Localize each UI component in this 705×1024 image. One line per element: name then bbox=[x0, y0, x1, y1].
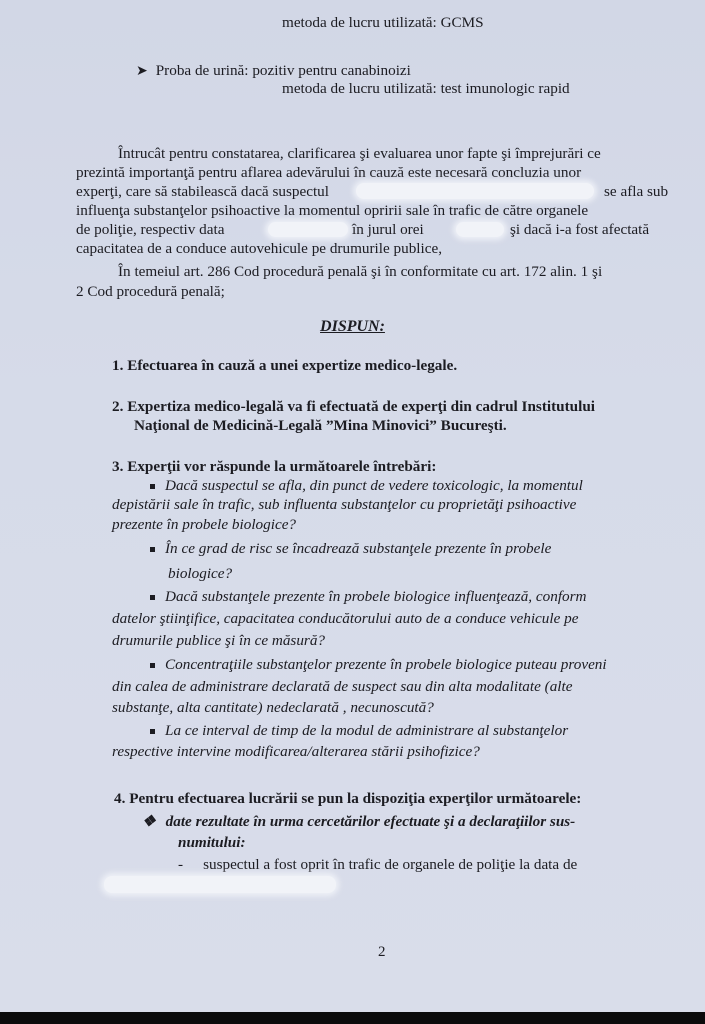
redaction-time bbox=[456, 222, 504, 237]
method-gcms-line: metoda de lucru utilizată: GCMS bbox=[282, 14, 484, 31]
section-4-dash-line: - suspectul a fost oprit în trafic de organele de poliţie la data de bbox=[178, 856, 578, 873]
question-4-line-3: substanţe, alta cantitate) nedeclarată , necunoscută? bbox=[112, 699, 434, 716]
method-rapid-line: metoda de lucru utilizată: test imunologic rapid bbox=[282, 80, 570, 97]
section-4-title: 4. Pentru efectuarea lucrării se pun la dispoziţia experţilor următoarele: bbox=[114, 790, 582, 807]
question-4-line-1: Concentraţiile substanţelor prezente în probele biologice puteau proveni bbox=[150, 656, 607, 674]
intro-line-5c: şi dacă i-a fost afectată bbox=[510, 221, 650, 238]
intro-line-6: capacitatea de a conduce autovehicule pe drumurile publice, bbox=[76, 240, 443, 257]
square-bullet-icon bbox=[150, 595, 155, 600]
dispun-heading: DISPUN: bbox=[320, 318, 385, 335]
question-2-line-2: biologice? bbox=[168, 565, 233, 582]
item-2-line-1: 2. Expertiza medico-legală va fi efectuată de experţi din cadrul Institutului bbox=[112, 398, 595, 415]
question-1-line-3: prezente în probele biologice? bbox=[112, 516, 297, 533]
question-1-line-2: depistării sale în trafic, sub influenta substanţelor cu proprietăţi psihoactive bbox=[112, 496, 577, 513]
question-3-line-3: drumurile publice şi în ce măsură? bbox=[112, 632, 326, 649]
question-5-line-2: respective intervine modificarea/alterarea stării psihofizice? bbox=[112, 743, 480, 760]
intro-line-5a: de poliţie, respectiv data bbox=[76, 221, 225, 238]
urine-sample-text: Proba de urină: pozitiv pentru canabinoizi bbox=[155, 62, 411, 79]
intro-line-2: prezintă importanţă pentru aflarea adevărului în cauză este necesară concluzia unor bbox=[76, 164, 582, 181]
intro-line-3b: se afla sub bbox=[604, 183, 669, 200]
dash-bullet: - bbox=[178, 856, 184, 873]
intro-line-3a: experţi, care să stabilească dacă suspectul bbox=[76, 183, 329, 200]
diamond-bullet-icon: ❖ bbox=[142, 813, 156, 830]
intro-line-7: În temeiul art. 286 Cod procedură penală şi în conformitate cu art. 172 alin. 1 şi bbox=[118, 263, 603, 280]
intro-line-4: influenţa substanţelor psihoactive la momentul opririi sale în trafic de către organele bbox=[76, 202, 589, 219]
question-2-line-1: În ce grad de risc se încadrează substanţele prezente în probele bbox=[150, 540, 551, 558]
section-4-sub-line-1: ❖ date rezultate în urma cercetărilor efectuate şi a declaraţiilor sus- bbox=[142, 813, 576, 830]
question-1-line-1: Dacă suspectul se afla, din punct de vedere toxicologic, la momentul bbox=[150, 477, 583, 495]
question-3-line-1: Dacă substanţele prezente în probele biologice influenţează, conform bbox=[150, 588, 587, 606]
item-1: 1. Efectuarea în cauză a unei expertize medico-legale. bbox=[112, 357, 458, 374]
intro-line-1: Întrucât pentru constatarea, clarificarea şi evaluarea unor fapte şi împrejurări ce bbox=[118, 145, 601, 162]
intro-line-8: 2 Cod procedură penală; bbox=[76, 283, 225, 300]
redaction-name bbox=[356, 183, 594, 199]
intro-line-5b: în jurul orei bbox=[352, 221, 424, 238]
section-4-sub-line-2: numitului: bbox=[178, 834, 246, 851]
square-bullet-icon bbox=[150, 547, 155, 552]
page-number: 2 bbox=[378, 944, 386, 960]
item-2-line-2: Naţional de Medicină-Legală ”Mina Minovici” Bucureşti. bbox=[134, 417, 507, 434]
item-3: 3. Experţii vor răspunde la următoarele întrebări: bbox=[112, 458, 437, 475]
arrow-bullet-icon: ➤ bbox=[136, 64, 148, 79]
question-4-line-2: din calea de administrare declarată de suspect sau din alta modalitate (alte bbox=[112, 678, 573, 695]
question-5-line-1: La ce interval de timp de la modul de administrare al substanţelor bbox=[150, 722, 568, 740]
question-3-line-2: datelor ştiinţifice, capacitatea conducătorului auto de a conduce vehicule pe bbox=[112, 610, 579, 627]
redaction-date bbox=[268, 222, 348, 237]
redaction-stop-date bbox=[104, 876, 336, 893]
square-bullet-icon bbox=[150, 729, 155, 734]
square-bullet-icon bbox=[150, 484, 155, 489]
square-bullet-icon bbox=[150, 663, 155, 668]
urine-sample-line bbox=[136, 62, 411, 81]
